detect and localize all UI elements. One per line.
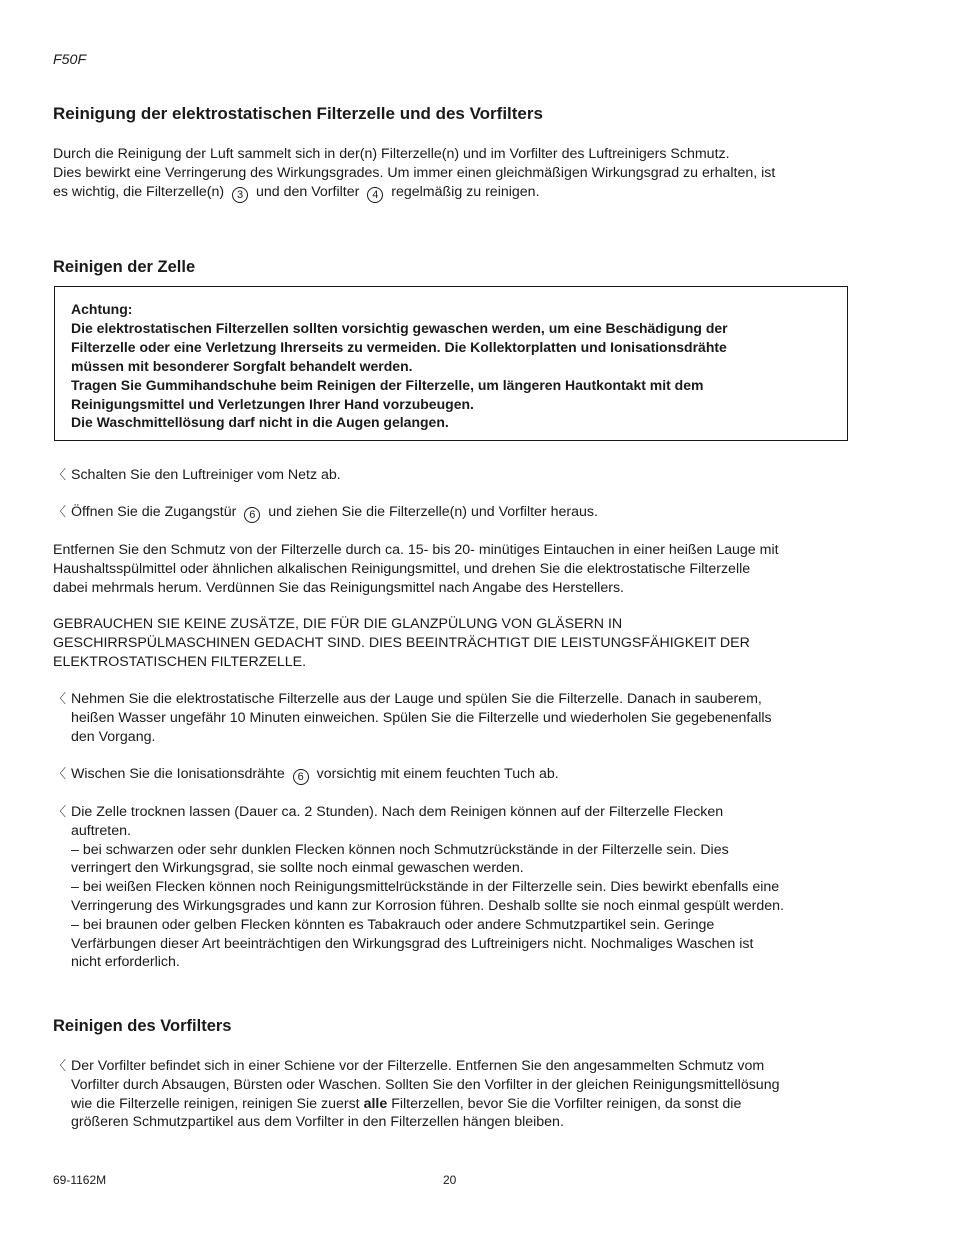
list-item-text-part: Öffnen Sie die Zugangstür: [71, 504, 237, 520]
list-item-text-part: Filterzellen, bevor Sie die Vorfilter reinigen, da sonst die: [391, 1095, 742, 1112]
paragraph-line: ELEKTROSTATISCHEN FILTERZELLE.: [53, 653, 307, 670]
paragraph-line: dabei mehrmals herum. Verdünnen Sie das Reinigungsmittel nach Angabe des Herstellers.: [53, 579, 624, 596]
bullet-marker: 〈: [53, 1058, 67, 1073]
list-item-line: Der Vorfilter befindet sich in einer Schiene vor der Filterzelle. Entfernen Sie den angesammelten Schmutz vom: [71, 1058, 765, 1074]
caution-line: Reinigungsmittel und Verletzungen Ihrer Hand vorzubeugen.: [71, 395, 474, 412]
list-item-line: größeren Schmutzpartikel aus dem Vorfilter in den Filterzellen hängen bleiben.: [71, 1114, 564, 1131]
list-item-text-part: wie die Filterzelle reinigen, reinigen Sie zuerst: [71, 1095, 360, 1112]
caution-line: Filterzelle oder eine Verletzung Ihrerseits zu vermeiden. Die Kollektorplatten und Ionisationsdrähte: [71, 338, 727, 355]
list-item-line: den Vorgang.: [71, 728, 156, 745]
bullet-marker: 〈: [53, 467, 67, 482]
page-number: 20: [443, 1173, 457, 1187]
list-item-line: auftreten.: [71, 822, 131, 839]
list-item-line: [71, 1095, 851, 1114]
model-label: F50F: [53, 52, 87, 68]
list-item-text: Schalten Sie den Luftreiniger vom Netz ab.: [71, 467, 341, 483]
list-item-text: [71, 803, 851, 972]
bullet-marker: 〈: [53, 804, 67, 819]
list-item-text-part: Wischen Sie die Ionisationsdrähte: [71, 766, 285, 782]
paragraph-line: GEBRAUCHEN SIE KEINE ZUSÄTZE, DIE FÜR DIE GLANZPÜLUNG VON GLÄSERN IN: [53, 616, 623, 632]
list-item-line: – bei schwarzen oder sehr dunklen Flecken können noch Schmutzrückstände in der Filterzelle sein. Dies: [71, 841, 729, 858]
list-item-line: Vorfilter durch Absaugen, Bürsten oder Waschen. Sollten Sie den Vorfilter in der gleichen Reinigungsmittellösung: [71, 1076, 780, 1093]
intro-text: es wichtig, die Filterzelle(n): [53, 183, 225, 200]
bullet-marker: 〈: [53, 766, 67, 781]
list-item-text: [71, 1057, 851, 1132]
intro-line: Dies bewirkt eine Verringerung des Wirkungsgrades. Um immer einen gleichmäßigen Wirkungsgrad zu erhalten, ist: [53, 164, 776, 181]
bullet-marker: 〈: [53, 691, 67, 706]
list-item-text: [71, 503, 851, 523]
intro-text: regelmäßig zu reinigen.: [391, 183, 540, 200]
caution-line: Tragen Sie Gummihandschuhe beim Reinigen der Filterzelle, um längeren Hautkontakt mit dem: [71, 376, 704, 393]
section-title-cell: Reinigen der Zelle: [53, 258, 196, 276]
list-item-line: Verringerung des Wirkungsgrades und kann zur Korrosion führen. Deshalb sollte sie noch einmal gespült werden.: [71, 897, 784, 914]
document-number: 69-1162M: [53, 1173, 107, 1187]
list-item-line: – bei braunen oder gelben Flecken könnten es Tabakrauch oder andere Schmutzpartikel sein. Geringe: [71, 916, 715, 933]
intro-paragraph: [53, 145, 853, 203]
list-item-line: heißen Wasser ungefähr 10 Minuten einweichen. Spülen Sie die Filterzelle und wiederholen Sie gegebenenfalls: [71, 709, 772, 726]
reference-number-3: 3: [232, 187, 248, 203]
bullet-marker: 〈: [53, 504, 67, 519]
intro-text: und den Vorfilter: [256, 183, 360, 200]
reference-number-6: 6: [293, 769, 309, 785]
emphasis-text: alle: [363, 1095, 388, 1112]
list-item-line: Die Zelle trocknen lassen (Dauer ca. 2 Stunden). Nach dem Reinigen können auf der Filterzelle Flecken: [71, 804, 724, 820]
list-item-line: Nehmen Sie die elektrostatische Filterzelle aus der Lauge und spülen Sie die Filterzelle. Danach in sauberem,: [71, 691, 762, 707]
list-item-text: [71, 690, 851, 746]
caution-box: [54, 286, 848, 441]
list-item-text: [71, 765, 851, 785]
intro-line: [53, 183, 853, 203]
warning-paragraph: [53, 615, 853, 671]
intro-line: Durch die Reinigung der Luft sammelt sich in der(n) Filterzelle(n) und im Vorfilter des Luftreinigers Schmutz.: [53, 146, 730, 162]
soak-paragraph: [53, 541, 853, 597]
caution-line: Die Waschmittellösung darf nicht in die Augen gelangen.: [71, 414, 449, 431]
reference-number-4: 4: [367, 187, 383, 203]
section-title-prefilter: Reinigen des Vorfilters: [53, 1017, 232, 1035]
caution-heading: Achtung:: [71, 301, 133, 317]
section-title-cleaning: Reinigung der elektrostatischen Filterzelle und des Vorfilters: [53, 104, 543, 123]
list-item-text-part: vorsichtig mit einem feuchten Tuch ab.: [316, 766, 559, 782]
list-item-line: nicht erforderlich.: [71, 954, 180, 971]
caution-line: Die elektrostatischen Filterzellen sollten vorsichtig gewaschen werden, um eine Beschädigung der: [71, 319, 728, 336]
caution-line: müssen mit besonderer Sorgfalt behandelt werden.: [71, 357, 413, 374]
list-item-line: – bei weißen Flecken können noch Reinigungsmittelrückstände in der Filterzelle sein. Dies bewirkt ebenfalls eine: [71, 879, 780, 896]
reference-number-6: 6: [244, 507, 260, 523]
list-item-text-part: und ziehen Sie die Filterzelle(n) und Vorfilter heraus.: [268, 504, 598, 520]
paragraph-line: Entfernen Sie den Schmutz von der Filterzelle durch ca. 15- bis 20- minütiges Eintauchen in einer heißen Lauge mit: [53, 542, 779, 558]
paragraph-line: GESCHIRRSPÜLMASCHINEN GEDACHT SIND. DIES BEEINTRÄCHTIGT DIE LEISTUNGSFÄHIGKEIT DER: [53, 634, 750, 651]
list-item-line: Verfärbungen dieser Art beeinträchtigen den Wirkungsgrad des Luftreinigers nicht. Nochmaliges Waschen ist: [71, 935, 754, 952]
list-item-line: verringert den Wirkungsgrad, sie sollte noch einmal gewaschen werden.: [71, 860, 524, 877]
paragraph-line: Haushaltsspülmittel oder ähnlichen alkalischen Reinigungsmittel, und drehen Sie die elektrostatische Filterzelle: [53, 560, 751, 577]
